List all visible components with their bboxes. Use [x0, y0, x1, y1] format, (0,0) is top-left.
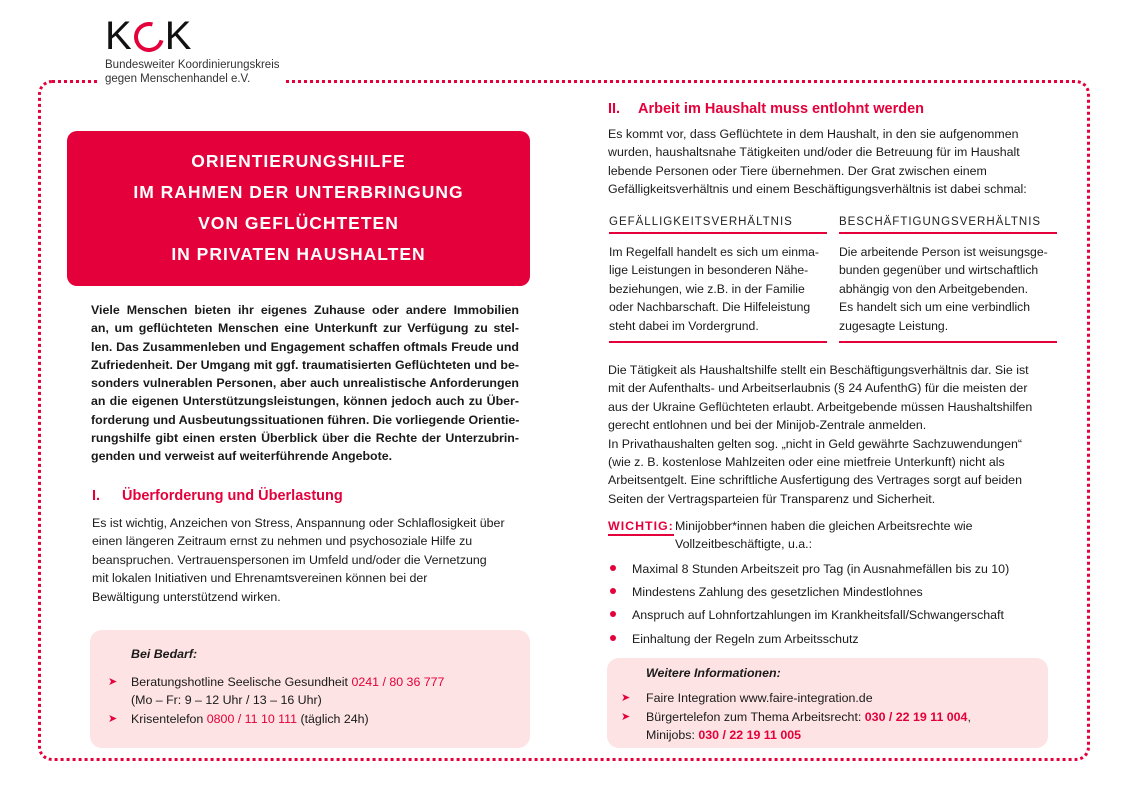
text-line: abhängig von den Arbeitgebenden. [839, 281, 1029, 296]
text-line: steht dabei im Vordergrund. [609, 318, 759, 333]
arrow-icon: ➤ [108, 676, 118, 688]
bullet-item [610, 562, 1009, 576]
bullet-text: Mindestens Zahlung des gesetzlichen Mindestlohnes [632, 585, 923, 599]
bullet-item [610, 585, 923, 599]
text-line: Die arbeitende Person ist weisungsge- [839, 245, 1048, 259]
section-number: I. [92, 488, 101, 504]
text-line: lebende Personen oder Tiere übernehmen. Der Grat zwischen einem [608, 163, 987, 178]
section-1-text [92, 514, 505, 606]
wichtig-label: WICHTIG: [608, 518, 674, 536]
text-line: len. Das Zusammenleben und Engagement schaffen oftmals Freude und [91, 339, 519, 354]
text-line: an, um geflüchteten Menschen eine Unterkunft zur Verfügung zu stel- [91, 321, 519, 336]
hotline-phone[interactable]: 0241 / 80 36 777 [351, 675, 445, 689]
info-box [607, 658, 1048, 748]
text-line: bunden gegenüber und wirtschaftlich [839, 263, 1039, 278]
box-title: Weitere Informationen: [646, 666, 781, 680]
hotline-label: Beratungshotline Seelische Gesundheit [131, 675, 352, 689]
text-line: Arbeitsentgelt. Eine schriftliche Ausfertigung des Vertrages sorgt auf beiden [608, 473, 1022, 488]
bullet-icon [610, 611, 616, 617]
text-line: zugesagte Leistung. [839, 318, 949, 333]
crisis-label: Krisentelefon [131, 712, 207, 726]
text-line: gegen Menschenhandel e.V. [105, 73, 251, 85]
logo-ring-icon [128, 17, 169, 58]
bullet-icon [610, 635, 616, 641]
text-line: Gefälligkeitsverhältnis und einem Beschäftigungsverhältnis ist dabei schmal: [608, 182, 1027, 197]
kok-logo: K K [105, 14, 193, 58]
text-line: IM RAHMEN DER UNTERBRINGUNG [133, 182, 464, 202]
hotline-hours: (Mo – Fr: 9 – 12 Uhr / 13 – 16 Uhr) [131, 693, 322, 708]
arrow-icon: ➤ [108, 713, 118, 725]
section-number: II. [608, 101, 621, 117]
logo-subtitle [105, 58, 280, 86]
text-line: forderung und Ausbeutungssituationen führen. Die vorliegende Orientie- [91, 412, 520, 427]
text-line: gerecht entlohnen und bei der Minijob-Zentrale anmelden. [608, 418, 927, 433]
bullet-item [610, 632, 859, 646]
text-line: (wie z. B. kostenlose Mahlzeiten oder eine mietfreie Unterkunft) nicht als [608, 455, 1005, 470]
text-line: Es handelt sich um eine verbindlich [839, 300, 1031, 315]
box-title: Bei Bedarf: [131, 647, 198, 661]
bullet-text: Maximal 8 Stunden Arbeitszeit pro Tag (in Ausnahmefällen bis zu 10) [632, 562, 1010, 576]
text-line: Bundesweiter Koordinierungskreis [105, 59, 280, 71]
help-box [90, 630, 530, 748]
column-text-beschaeftigung [839, 243, 1057, 343]
bullet-icon [610, 588, 616, 594]
hotline-item [131, 673, 444, 710]
text-line: wurden, haushaltsnahe Tätigkeiten und/oder die Betreuung für im Haushalt [608, 145, 1020, 160]
text-line: rungshilfe gibt einen ersten Überblick über die Rechte der Unterzubrin- [91, 431, 519, 446]
intro-paragraph [91, 301, 519, 466]
bullet-text: Anspruch auf Lohnfortzahlungen im Krankheitsfall/Schwangerschaft [632, 608, 1004, 622]
text-line: Es ist wichtig, Anzeichen von Stress, Anspannung oder Schlaflosigkeit über [92, 516, 505, 530]
text-line: Bewältigung unterstützend wirken. [92, 589, 281, 604]
minijobs-label: Minijobs: [646, 728, 699, 743]
section-2-paragraph [608, 361, 1032, 508]
section-1-heading [92, 488, 343, 504]
section-2-heading [608, 101, 924, 117]
arrow-icon: ➤ [621, 692, 631, 704]
text-line: mit der Aufenthalts- und Arbeitserlaubnis (§ 24 AufenthG) für die meisten der [608, 381, 1028, 396]
wichtig-text [675, 517, 973, 554]
bullet-text: Einhaltung der Regeln zum Arbeitsschutz [632, 632, 859, 646]
column-header-beschaeftigung: BESCHÄFTIGUNGSVERHÄLTNIS [839, 216, 1057, 234]
buergertelefon-label: Bürgertelefon zum Thema Arbeitsrecht: [646, 710, 865, 724]
text-line: Es kommt vor, dass Geflüchtete in dem Haushalt, in den sie aufgenommen [608, 127, 1019, 141]
text-line: beanspruchen. Vertrauenspersonen im Umfeld und/oder die Vernetzung [92, 552, 487, 567]
comma: , [967, 710, 971, 724]
text-line: IN PRIVATEN HAUSHALTEN [171, 244, 426, 264]
text-line: VON GEFLÜCHTETEN [198, 213, 399, 233]
text-line: Vollzeitbeschäftigte, u.a.: [675, 537, 813, 552]
buergertelefon-phone[interactable]: 030 / 22 19 11 004 [864, 710, 968, 724]
text-line: an die eigenen Unterstützungsleistungen, können jedoch auch zu Über- [91, 394, 519, 409]
title-box [67, 131, 530, 286]
text-line: Die Tätigkeit als Haushaltshilfe stellt ein Beschäftigungsverhältnis dar. Sie ist [608, 363, 1029, 377]
text-line: In Privathaushalten gelten sog. „nicht in Geld gewährte Sachzuwendungen“ [608, 436, 1022, 451]
text-line: lige Leistungen in besonderen Nähe- [609, 263, 809, 278]
text-line: Im Regelfall handelt es sich um einma- [609, 245, 819, 259]
text-line: mit lokalen Initiativen und Ehrenamtsvereinen können bei der [92, 571, 428, 586]
faire-integration-link[interactable]: Faire Integration www.faire-integration.de [646, 691, 873, 705]
buergertelefon-item [646, 708, 971, 745]
bullet-item [610, 608, 1004, 622]
section-2-intro [608, 125, 1027, 199]
crisis-hours: (täglich 24h) [297, 712, 369, 726]
text-line: Zufriedenheit. Der Umgang mit ggf. traumatisierten Geflüchteten und be- [91, 357, 519, 372]
bullet-icon [610, 565, 616, 571]
text-line: ORIENTIERUNGSHILFE [191, 151, 406, 171]
text-line: oder Nachbarschaft. Die Hilfeleistung [609, 300, 811, 315]
minijobs-phone[interactable]: 030 / 22 19 11 005 [698, 728, 802, 743]
crisis-item [131, 710, 369, 728]
text-line: aus der Ukraine Geflüchteten erlaubt. Arbeitgebende müssen Haushaltshilfen [608, 399, 1033, 414]
arrow-icon: ➤ [621, 711, 631, 723]
column-header-gefaelligkeit: GEFÄLLIGKEITSVERHÄLTNIS [609, 216, 827, 234]
text-line: Seiten der Vertragsparteien für Transparenz und Sicherheit. [608, 491, 936, 506]
text-line: sonders vulnerablen Personen, aber auch unrealistische Anforderungen [91, 376, 519, 391]
text-line: genden und verweist auf weiterführende Angebote. [91, 449, 393, 464]
section-title: Überforderung und Überlastung [122, 488, 343, 504]
crisis-phone[interactable]: 0800 / 11 10 111 [206, 712, 298, 726]
column-text-gefaelligkeit [609, 243, 827, 343]
text-line: Viele Menschen bieten ihr eigenes Zuhause oder andere Immobilien [91, 303, 519, 317]
text-line: einen längeren Zeitraum ernst zu nehmen und psychosoziale Hilfe zu [92, 534, 473, 549]
text-line: Minijobber*innen haben die gleichen Arbeitsrechte wie [675, 519, 973, 533]
section-title: Arbeit im Haushalt muss entlohnt werden [638, 101, 925, 117]
text-line: beziehungen, wie z.B. in der Familie [609, 281, 805, 296]
